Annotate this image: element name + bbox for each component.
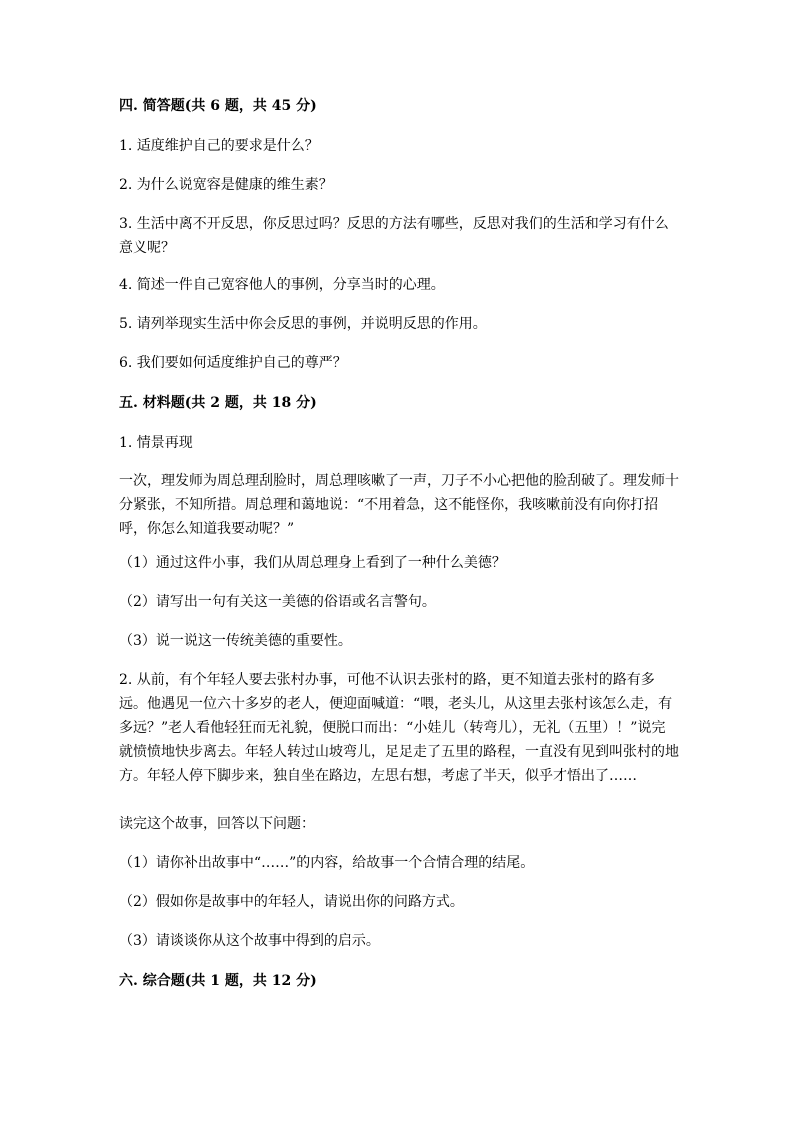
material-1-passage: 一次，理发师为周总理刮脸时，周总理咳嗽了一声，刀子不小心把他的脸刮破了。理发师十分紧张，不知所措。周总理和蔼地说：“不用着急，这不能怪你，我咳嗽前没有向你打招呼，你怎么知道我要动呢？” <box>119 473 679 537</box>
question-4-1: 1. 适度维护自己的要求是什么？ <box>119 138 319 154</box>
material-1-sub-1: （1）通过这件小事，我们从周总理身上看到了一种什么美德？ <box>119 555 506 571</box>
material-1-sub-3: （3）说一说这一传统美德的重要性。 <box>119 633 352 649</box>
section-4-heading: 四. 简答题(共 6 题，共 45 分) <box>119 98 317 114</box>
material-1-title: 1. 情景再现 <box>119 435 193 451</box>
material-1-sub-2: （2）请写出一句有关这一美德的俗语或名言警句。 <box>119 594 436 610</box>
material-2-sub-1: （1）请你补出故事中“……”的内容，给故事一个合情合理的结尾。 <box>119 855 535 871</box>
material-2-passage: 2. 从前，有个年轻人要去张村办事，可他不认识去张村的路，更不知道去张村的路有多远。他遇见一位六十多岁的老人，便迎面喊道：“喂，老头儿，从这里去张村该怎么走，有多远？”老人看他轻狂而无礼貌，便脱口而出：“小娃儿（转弯儿），无礼（五里）！”说完就愤愤地快步离去。年轻人转过山坡弯儿，足足走了五里的路程，一直没有见到叫张村的地方。年轻人停下脚步来，独自坐在路边，左思右想，考虑了半天，似乎才悟出了…… <box>119 672 679 784</box>
section-5-heading: 五. 材料题(共 2 题，共 18 分) <box>119 395 317 411</box>
material-2-prompt: 读完这个故事，回答以下问题： <box>119 816 315 832</box>
section-6-heading: 六. 综合题(共 1 题，共 12 分) <box>119 973 317 989</box>
question-4-2: 2. 为什么说宽容是健康的维生素？ <box>119 177 333 193</box>
question-4-3: 3. 生活中离不开反思，你反思过吗？反思的方法有哪些，反思对我们的生活和学习有什么意义呢？ <box>119 216 669 256</box>
question-4-6: 6. 我们要如何适度维护自己的尊严？ <box>119 355 347 371</box>
material-2-sub-3: （3）请谈谈你从这个故事中得到的启示。 <box>119 933 380 949</box>
question-4-5: 5. 请列举现实生活中你会反思的事例，并说明反思的作用。 <box>119 316 487 332</box>
material-2-sub-2: （2）假如你是故事中的年轻人，请说出你的问路方式。 <box>119 894 464 910</box>
question-4-4: 4. 简述一件自己宽容他人的事例，分享当时的心理。 <box>119 277 445 293</box>
